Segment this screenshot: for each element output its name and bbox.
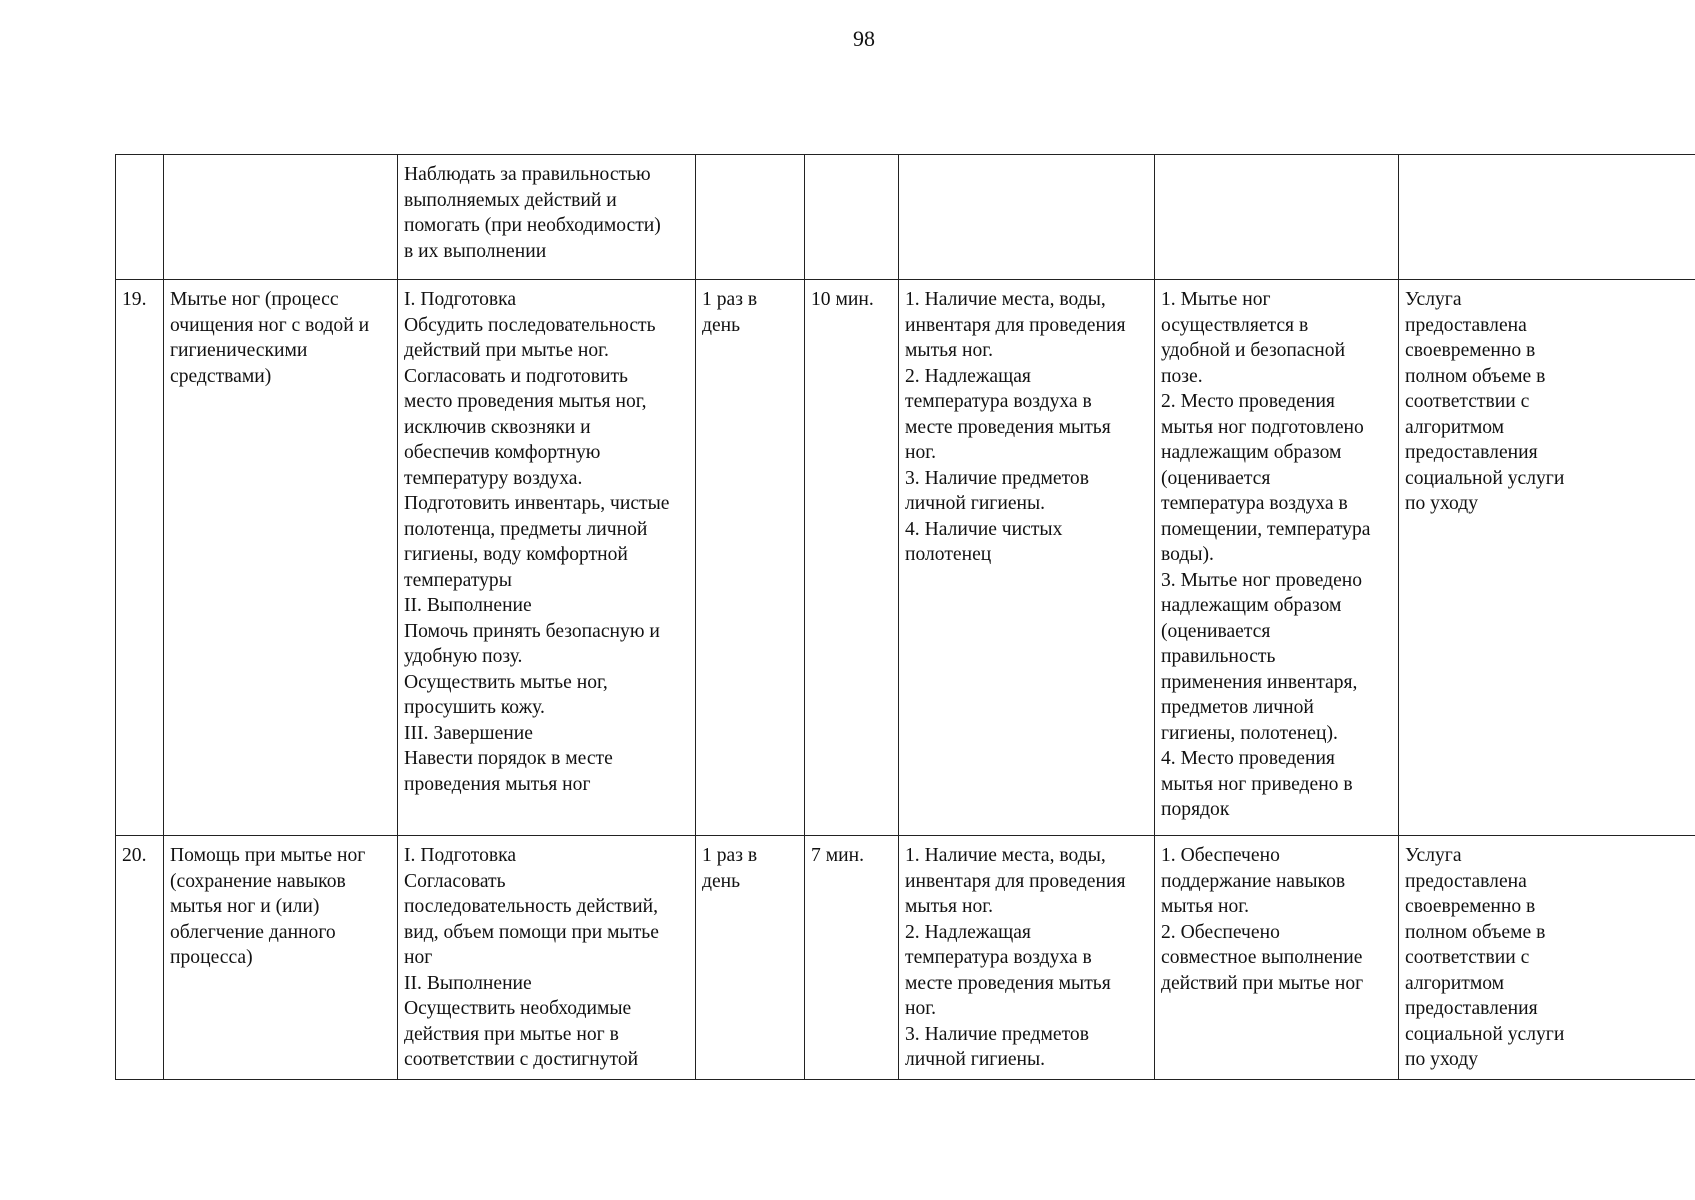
cell-number: 19. [116, 280, 164, 836]
cell-service-name: Мытье ног (процесс очищения ног с водой и гигиеническими средствами) [164, 280, 398, 836]
table-row-19 [116, 280, 1695, 836]
cell-procedure: I. Подготовка Согласовать последовательность действий, вид, объем помощи при мытье ног II. Выполнение Осуществить необходимые действия при мытье ног в соответствии с достигнутой [398, 836, 696, 1080]
cell-frequency: 1 раз в день [696, 280, 805, 836]
page-number: 98 [853, 26, 875, 51]
cell-indicators [1155, 155, 1399, 280]
services-table [115, 154, 1695, 1080]
table-row-continuation [116, 155, 1695, 280]
cell-procedure: I. Подготовка Обсудить последовательность действий при мытье ног. Согласовать и подготовить место проведения мытья ног, исключив сквозняки и обеспечив комфортную температуру воздуха. Подготовить инвентарь, чистые полотенца, предметы личной гигиены, воду комфортной температуры II. Выполнение Помочь принять безопасную и удобную позу. Осуществить мытье ног, просушить кожу. III. Завершение Навести порядок в месте проведения мытья ног [398, 280, 696, 836]
cell-frequency [696, 155, 805, 280]
cell-evaluation: Услуга предоставлена своевременно в полном объеме в соответствии с алгоритмом предоставления социальной услуги по уходу [1399, 280, 1695, 836]
cell-conditions: 1. Наличие места, воды, инвентаря для проведения мытья ног. 2. Надлежащая температура воздуха в месте проведения мытья ног. 3. Наличие предметов личной гигиены. [899, 836, 1155, 1080]
cell-duration [805, 155, 899, 280]
cell-indicators: 1. Мытье ног осуществляется в удобной и безопасной позе. 2. Место проведения мытья ног подготовлено надлежащим образом (оценивается температура воздуха в помещении, температура воды). 3. Мытье ног проведено надлежащим образом (оценивается правильность применения инвентаря, предметов личной гигиены, полотенец). 4. Место проведения мытья ног приведено в порядок [1155, 280, 1399, 836]
cell-duration: 7 мин. [805, 836, 899, 1080]
cell-conditions: 1. Наличие места, воды, инвентаря для проведения мытья ног. 2. Надлежащая температура воздуха в месте проведения мытья ног. 3. Наличие предметов личной гигиены. 4. Наличие чистых полотенец [899, 280, 1155, 836]
cell-number: 20. [116, 836, 164, 1080]
table-row-20 [116, 836, 1695, 1080]
cell-number [116, 155, 164, 280]
cell-duration: 10 мин. [805, 280, 899, 836]
cell-service-name: Помощь при мытье ног (сохранение навыков мытья ног и (или) облегчение данного процесса) [164, 836, 398, 1080]
cell-evaluation: Услуга предоставлена своевременно в полном объеме в соответствии с алгоритмом предоставления социальной услуги по уходу [1399, 836, 1695, 1080]
cell-indicators: 1. Обеспечено поддержание навыков мытья ног. 2. Обеспечено совместное выполнение действий при мытье ног [1155, 836, 1399, 1080]
cell-conditions [899, 155, 1155, 280]
cell-service-name [164, 155, 398, 280]
cell-evaluation [1399, 155, 1695, 280]
cell-frequency: 1 раз в день [696, 836, 805, 1080]
cell-procedure: Наблюдать за правильностью выполняемых действий и помогать (при необходимости) в их выполнении [398, 155, 696, 280]
